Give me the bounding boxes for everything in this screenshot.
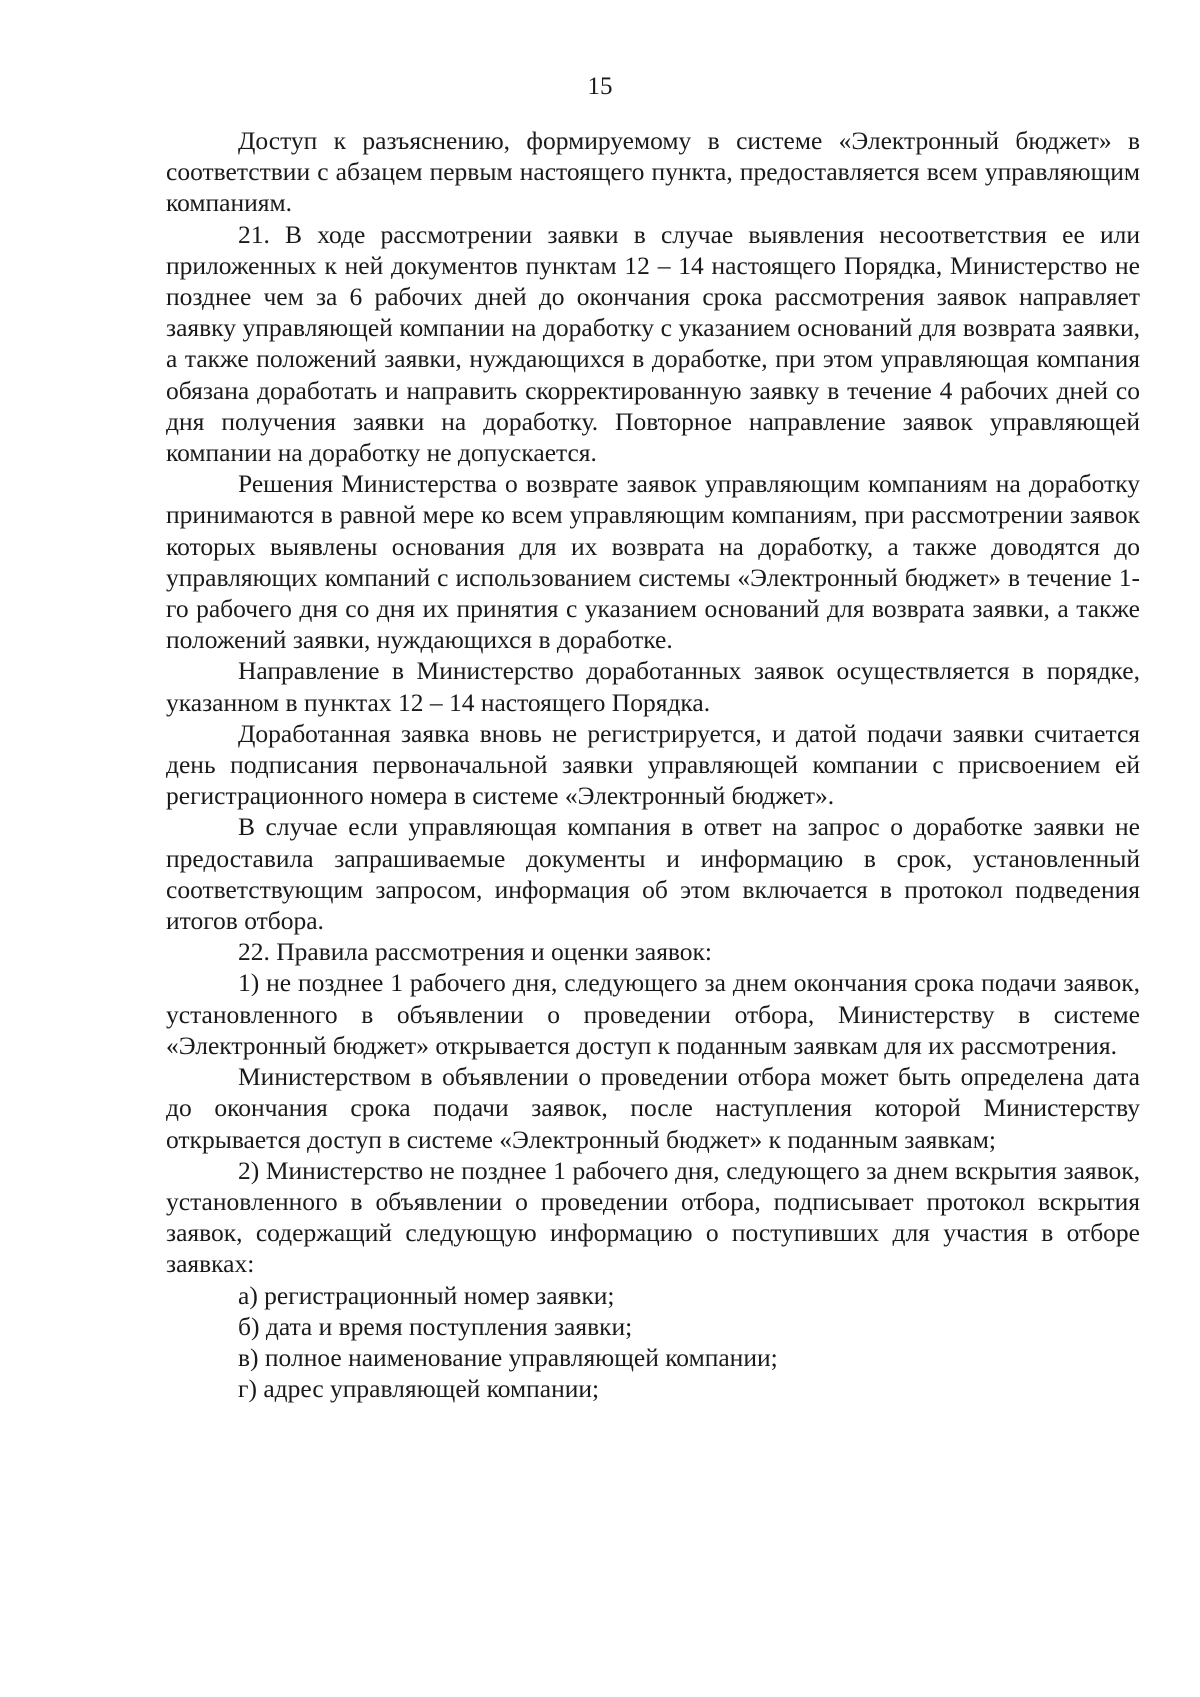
page-number: 15 (587, 73, 613, 100)
paragraph-failure-to-provide: В случае если управляющая компания в ответ на запрос о доработке заявки не предоставила запрашиваемые документы и информацию в срок, установленный соответствующим запросом, информация об этом включается в протокол подведения итогов отбора. (166, 812, 1140, 936)
paragraph-revised-not-registered: Доработанная заявка вновь не регистрируется, и датой подачи заявки считается день подписания первоначальной заявки управляющей компании с присвоением ей регистрационного номера в системе «Электронный бюджет». (166, 718, 1140, 811)
paragraph-item-22-heading: 22. Правила рассмотрения и оценки заявок: (238, 937, 713, 967)
paragraph-submission-revised: Направление в Министерство доработанных заявок осуществляется в порядке, указанном в пунктах 12 – 14 настоящего Порядка. (166, 656, 1140, 717)
list-item-g: г) адрес управляющей компании; (238, 1374, 600, 1404)
paragraph-subitem-2: 2) Министерство не позднее 1 рабочего дня, следующего за днем вскрытия заявок, установленного в объявлении о проведении отбора, подписывает протокол вскрытия заявок, содержащий следующую информацию о поступивших для участия в отборе заявках: (166, 1155, 1140, 1279)
paragraph-access-clarification: Доступ к разъяснению, формируемому в системе «Электронный бюджет» в соответствии с абзацем первым настоящего пункта, предоставляется всем управляющим компаниям. (166, 126, 1140, 218)
list-item-b: б) дата и время поступления заявки; (238, 1311, 633, 1341)
paragraph-subitem-1: 1) не позднее 1 рабочего дня, следующего за днем окончания срока подачи заявок, установленного в объявлении о проведении отбора, Министерству в системе «Электронный бюджет» открывается доступ к поданным заявкам для их рассмотрения. (166, 968, 1140, 1060)
list-item-v: в) полное наименование управляющей компании; (238, 1342, 778, 1372)
list-item-a: а) регистрационный номер заявки; (238, 1280, 615, 1310)
paragraph-return-decisions: Решения Министерства о возврате заявок управляющим компаниям на доработку принимаются в равной мере ко всем управляющим компаниям, при рассмотрении заявок которых выявлены основания для их возврата на доработку, а также доводятся до управляющих компаний с использованием системы «Электронный бюджет» в течение 1-го рабочего дня со дня их принятия с указанием оснований для возврата заявки, а также положений заявки, нуждающихся в доработке. (166, 469, 1140, 655)
document-body (166, 125, 1140, 1404)
paragraph-ministry-date: Министерством в объявлении о проведении отбора может быть определена дата до окончания срока подачи заявок, после наступления которой Министерству открывается доступ в системе «Электронный бюджет» к поданным заявкам; (166, 1062, 1140, 1154)
paragraph-item-21: 21. В ходе рассмотрении заявки в случае выявления несоответствия ее или приложенных к ней документов пунктам 12 – 14 настоящего Порядка, Министерство не позднее чем за 6 рабочих дней до окончания срока рассмотрения заявок направляет заявку управляющей компании на доработку с указанием оснований для возврата заявки, а также положений заявки, нуждающихся в доработке, при этом управляющая компания обязана доработать и направить скорректированную заявку в течение 4 рабочих дней со дня получения заявки на доработку. Повторное направление заявок управляющей компании на доработку не допускается. (166, 219, 1140, 468)
